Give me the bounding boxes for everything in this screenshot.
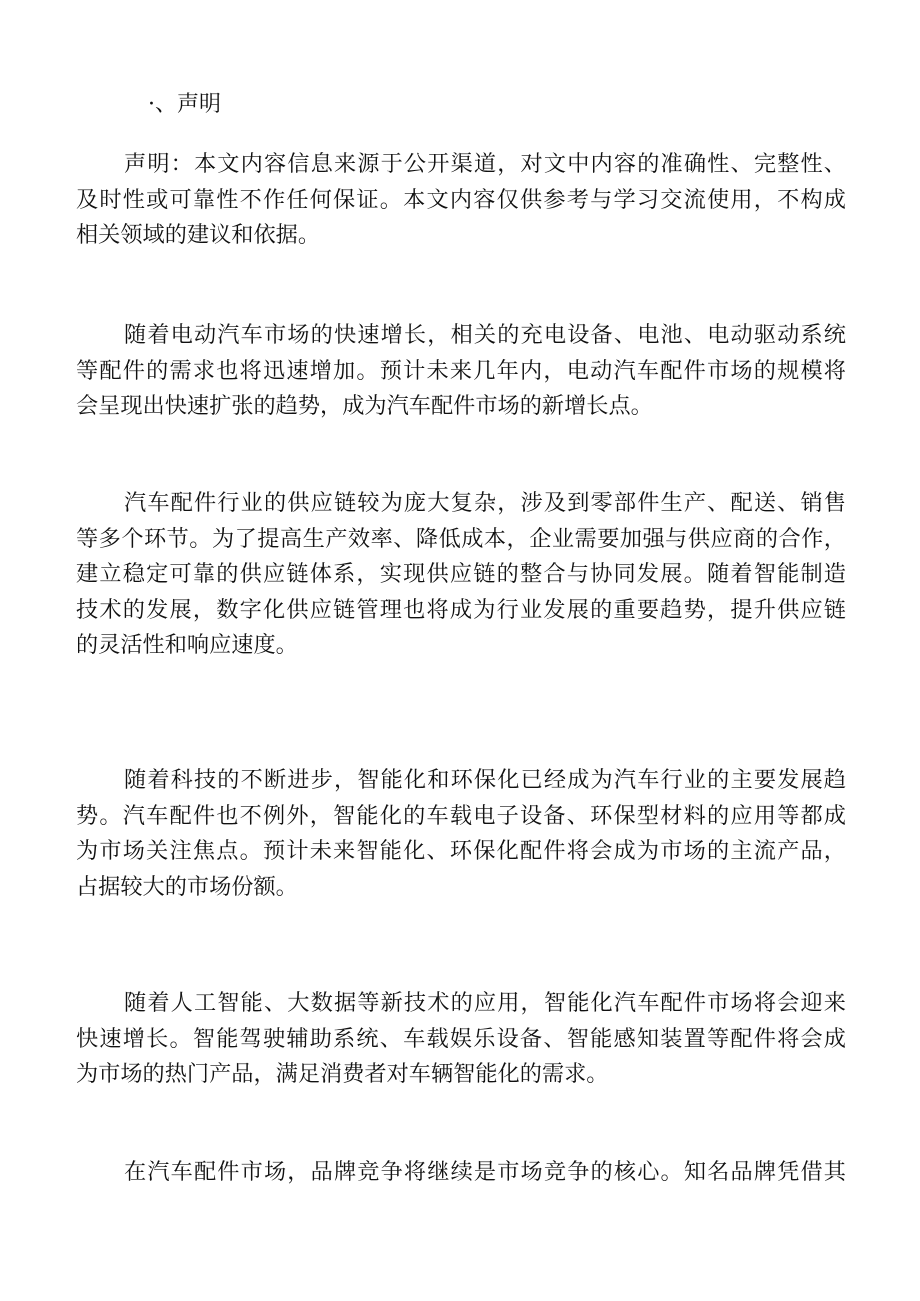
text-line: 会呈现出快速扩张的趋势，成为汽车配件市场的新增长点。	[76, 393, 653, 419]
text-line: 等多个环节。为了提高生产效率、降低成本，企业需要加强与供应商的合作，	[76, 525, 846, 552]
paragraph-intelligent-eco	[76, 763, 846, 905]
paragraph-disclaimer	[76, 147, 846, 254]
paragraph-ai-parts	[76, 986, 846, 1093]
text-line: 建立稳定可靠的供应链体系，实现供应链的整合与协同发展。随着智能制造	[76, 561, 846, 587]
text-line: 技术的发展，数字化供应链管理也将成为行业发展的重要趋势，提升供应链	[76, 596, 846, 623]
text-line: 汽车配件行业的供应链较为庞大复杂，涉及到零部件生产、配送、销售	[124, 490, 846, 516]
text-line: 在汽车配件市场，品牌竞争将继续是市场竞争的核心。知名品牌凭借其	[124, 1159, 846, 1185]
text-line: 等配件的需求也将迅速增加。预计未来几年内，电动汽车配件市场的规模将	[76, 357, 846, 384]
text-line: 为市场的热门产品，满足消费者对车辆智能化的需求。	[76, 1061, 609, 1087]
text-line: 的灵活性和响应速度。	[76, 632, 298, 658]
text-line: 势。汽车配件也不例外，智能化的车载电子设备、环保型材料的应用等都成	[76, 802, 846, 829]
text-line: 随着科技的不断进步，智能化和环保化已经成为汽车行业的主要发展趋	[124, 767, 846, 793]
paragraph-brand-competition	[76, 1155, 846, 1191]
text-line: 相关领域的建议和依据。	[76, 222, 321, 248]
text-line: 快速增长。智能驾驶辅助系统、车载娱乐设备、智能感知装置等配件将会成	[76, 1025, 846, 1052]
text-line: 及时性或可靠性不作任何保证。本文内容仅供参考与学习交流使用，不构成	[76, 186, 846, 213]
text-line: 随着电动汽车市场的快速增长，相关的充电设备、电池、电动驱动系统	[124, 322, 846, 348]
text-line: 声明：本文内容信息来源于公开渠道，对文中内容的准确性、完整性、	[124, 151, 846, 177]
text-line: 占据较大的市场份额。	[76, 873, 298, 900]
section-heading: ·、声明	[148, 92, 221, 117]
paragraph-ev-market	[76, 318, 846, 425]
text-line: 为市场关注焦点。预计未来智能化、环保化配件将会成为市场的主流产品，	[76, 838, 846, 864]
text-line: 随着人工智能、大数据等新技术的应用，智能化汽车配件市场将会迎来	[124, 990, 846, 1016]
paragraph-supply-chain	[76, 486, 846, 664]
